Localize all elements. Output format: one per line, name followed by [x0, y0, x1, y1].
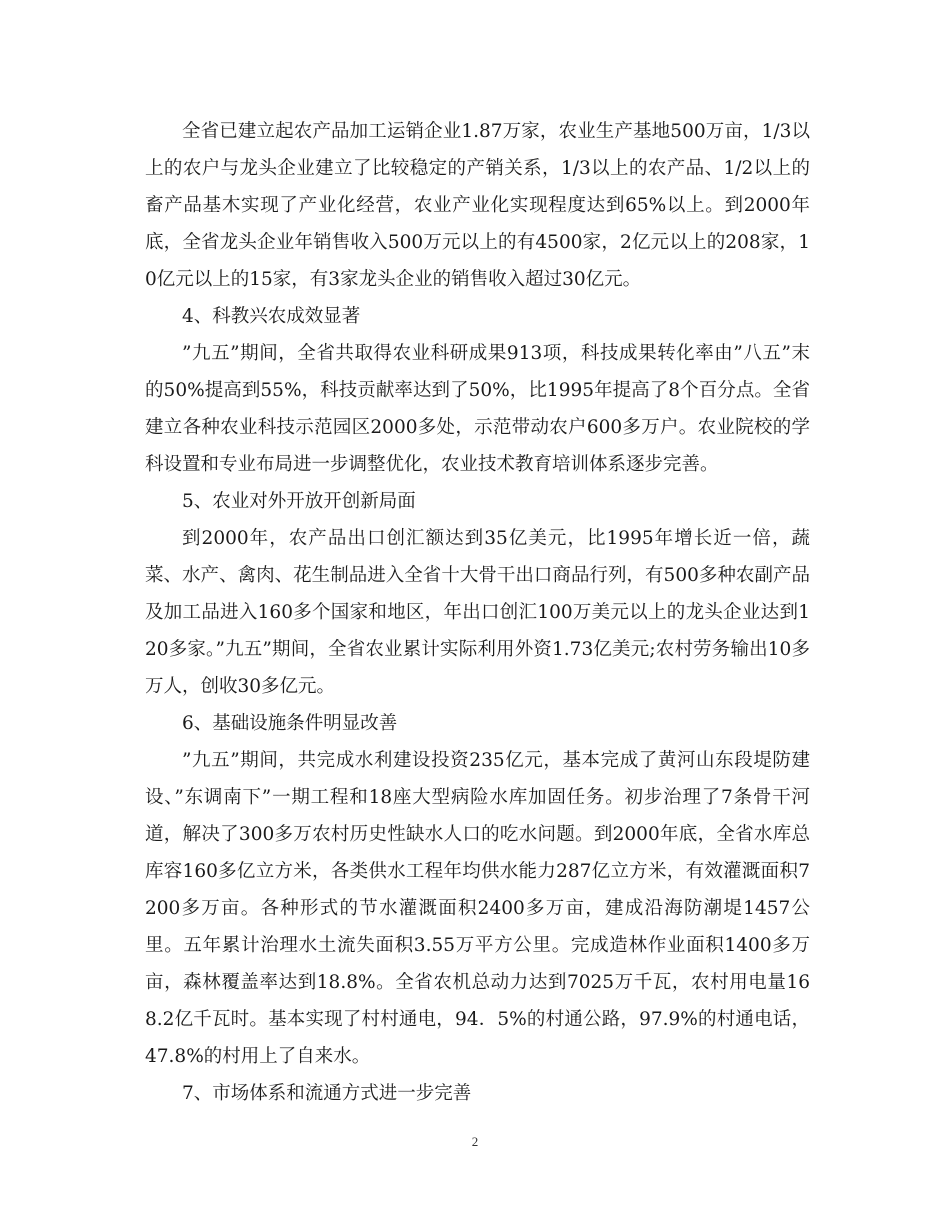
section-heading-7: 7、市场体系和流通方式进一步完善 [182, 1083, 472, 1104]
paragraph-infrastructure: ”九五”期间，共完成水利建设投资235亿元，基本完成了黄河山东段堤防建设、”东调南下”一期工程和18座大型病险水库加固任务。初步治理了7条骨干河道，解决了300多万农村历史性缺水人口的吃水问题。到2000年底，全省水库总库容160多亿立方米，各类供水工程年均供水能力287亿立方米，有效灌溉面积7200多万亩。各种形式的节水灌溉面积2400多万亩，建成沿海防潮堤1457公里。五年累计治理水土流失面积3.55万平方公里。完成造林作业面积1400多万亩，森林覆盖率达到18.8%。全省农机总动力达到7025万千瓦，农村用电量168.2亿千瓦时。基本实现了村村通电，94．5%的村通公路，97.9%的村通电话，47.8%的村用上了自来水。 [145, 750, 810, 1067]
section-heading-4: 4、科教兴农成效显著 [182, 306, 361, 327]
paragraph-agri-processing: 全省已建立起农产品加工运销企业1.87万家，农业生产基地500万亩，1/3以上的农户与龙头企业建立了比较稳定的产销关系，1/3以上的农产品、1/2以上的畜产品基木实现了产业化经营，农业产业化实现程度达到65%以上。到2000年底，全省龙头企业年销售收入500万元以上的有4500家，2亿元以上的208家，10亿元以上的15家，有3家龙头企业的销售收入超过30亿元。 [145, 121, 810, 290]
page-number: 2 [471, 1134, 479, 1149]
section-heading-6: 6、基础设施条件明显改善 [182, 713, 398, 734]
document-body [145, 113, 810, 1112]
paragraph-opening-up: 到2000年，农产品出口创汇额达到35亿美元，比1995年增长近一倍，蔬菜、水产、禽肉、花生制品进入全省十大骨干出口商品行列，有500多种农副产品及加工品进入160多个国家和地区，年出口创汇100万美元以上的龙头企业达到120多家。”九五”期间，全省农业累计实际利用外资1.73亿美元;农村劳务输出10多万人，创收30多亿元。 [145, 528, 810, 697]
paragraph-science-education: ”九五”期间，全省共取得农业科研成果913项，科技成果转化率由”八五”末的50%提高到55%，科技贡献率达到了50%，比1995年提高了8个百分点。全省建立各种农业科技示范园区2000多处，示范带动农户600多万户。农业院校的学科设置和专业布局进一步调整优化，农业技术教育培训体系逐步完善。 [145, 343, 810, 475]
section-heading-5: 5、农业对外开放开创新局面 [182, 491, 416, 512]
